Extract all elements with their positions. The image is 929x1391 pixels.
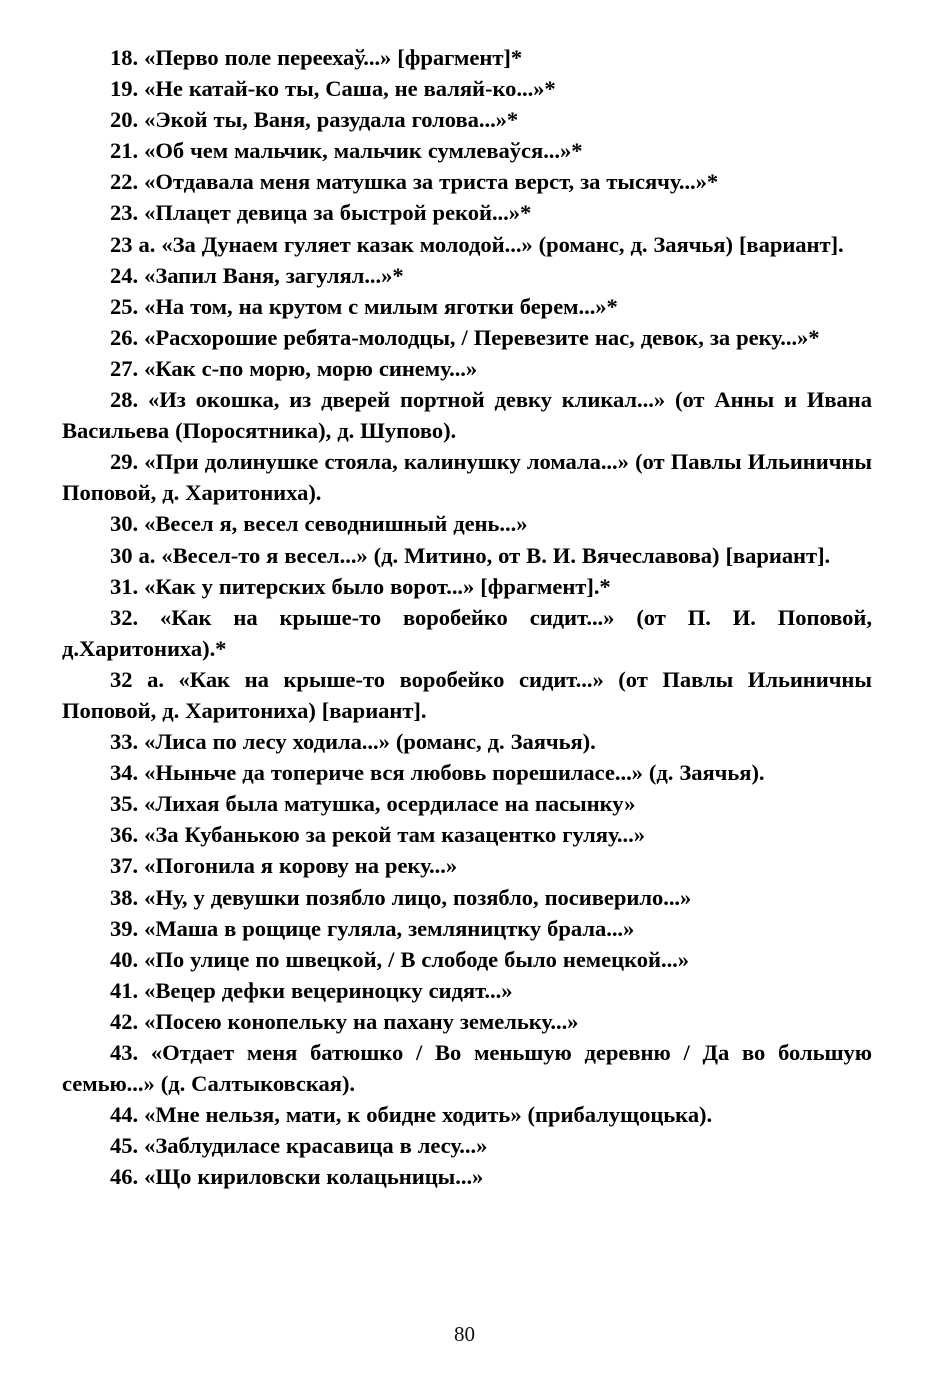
catalog-entry: 41. «Вецер дефки вецериноцку сидят...» [110, 977, 513, 1003]
catalog-entry: 24. «Запил Ваня, загулял...»* [110, 262, 404, 288]
catalog-entry: 44. «Мне нельзя, мати, к обидне ходить» (прибалущоцька). [110, 1102, 713, 1128]
catalog-entry: 46. «Що кириловски колацьницы...» [110, 1164, 484, 1190]
catalog-entry: 21. «Об чем мальчик, мальчик сумлеваўся...»* [110, 138, 583, 164]
page-number: 80 [454, 1322, 475, 1346]
catalog-entry: 32. «Как на крыше-то воробейко сидит...» (от П. И. Поповой, д.Харитониха).* [62, 604, 872, 661]
catalog-entry: 45. «Заблудиласе красавица в лесу...» [110, 1133, 488, 1159]
catalog-entry: 36. «За Кубанькою за рекой там казацентко гуляу...» [110, 822, 645, 848]
catalog-entry: 22. «Отдавала меня матушка за триста верст, за тысячу...»* [110, 169, 719, 195]
catalog-entry: 29. «При долинушке стояла, калинушку ломала...» (от Павлы Ильиничны Поповой, д. Харитониха). [62, 449, 872, 506]
catalog-entry: 20. «Экой ты, Ваня, разудала голова...»* [110, 107, 519, 133]
catalog-entry: 23. «Плацет девица за быстрой рекой...»* [110, 200, 532, 226]
catalog-entry: 33. «Лиса по лесу ходила...» (романс, д. Заячья). [110, 729, 596, 755]
catalog-entry: 31. «Как у питерских было ворот...» [фрагмент].* [110, 573, 611, 599]
catalog-entry: 34. «Ныньче да топериче вся любовь порешиласе...» (д. Заячья). [110, 760, 765, 786]
catalog-entry: 28. «Из окошка, из дверей портной девку кликал...» (от Анны и Ивана Васильева (Поросятника), д. Шупово). [62, 387, 872, 444]
catalog-entry: 38. «Ну, у девушки позябло лицо, позябло, посиверило...» [110, 884, 692, 910]
catalog-entry: 39. «Маша в рощице гуляла, земляництку брала...» [110, 915, 635, 941]
catalog-entry: 30. «Весел я, весел севоднишный день...» [110, 511, 528, 537]
catalog-entry: 26. «Расхорошие ребята-молодцы, / Перевезите нас, девок, за реку...»* [110, 324, 820, 350]
entry-list [62, 42, 872, 1192]
catalog-entry: 37. «Погонила я корову на реку...» [110, 853, 458, 879]
catalog-entry: 40. «По улице по швецкой, / В слободе было немецкой...» [110, 946, 690, 972]
catalog-entry: 42. «Посею конопельку на пахану земельку...» [110, 1008, 579, 1034]
catalog-entry: 35. «Лихая была матушка, осердиласе на пасынку» [110, 791, 636, 817]
catalog-entry: 43. «Отдает меня батюшко / Во меньшую деревню / Да во большую семью...» (д. Салтыковская). [62, 1040, 872, 1097]
catalog-entry: 18. «Перво поле переехаў...» [фрагмент]* [110, 45, 523, 70]
catalog-entry: 30 а. «Весел-то я весел...» (д. Митино, от В. И. Вячеславова) [вариант]. [110, 542, 831, 568]
catalog-entry: 27. «Как с-по морю, морю синему...» [110, 355, 478, 381]
catalog-entry: 32 а. «Как на крыше-то воробейко сидит...» (от Павлы Ильиничны Поповой, д. Харитониха) [вариант]. [62, 666, 872, 723]
catalog-entry: 25. «На том, на крутом с милым яготки берем...»* [110, 293, 618, 319]
catalog-entry: 23 а. «За Дунаем гуляет казак молодой...» (романс, д. Заячья) [вариант]. [110, 231, 844, 257]
catalog-entry: 19. «Не катай-ко ты, Саша, не валяй-ко...»* [110, 76, 556, 102]
